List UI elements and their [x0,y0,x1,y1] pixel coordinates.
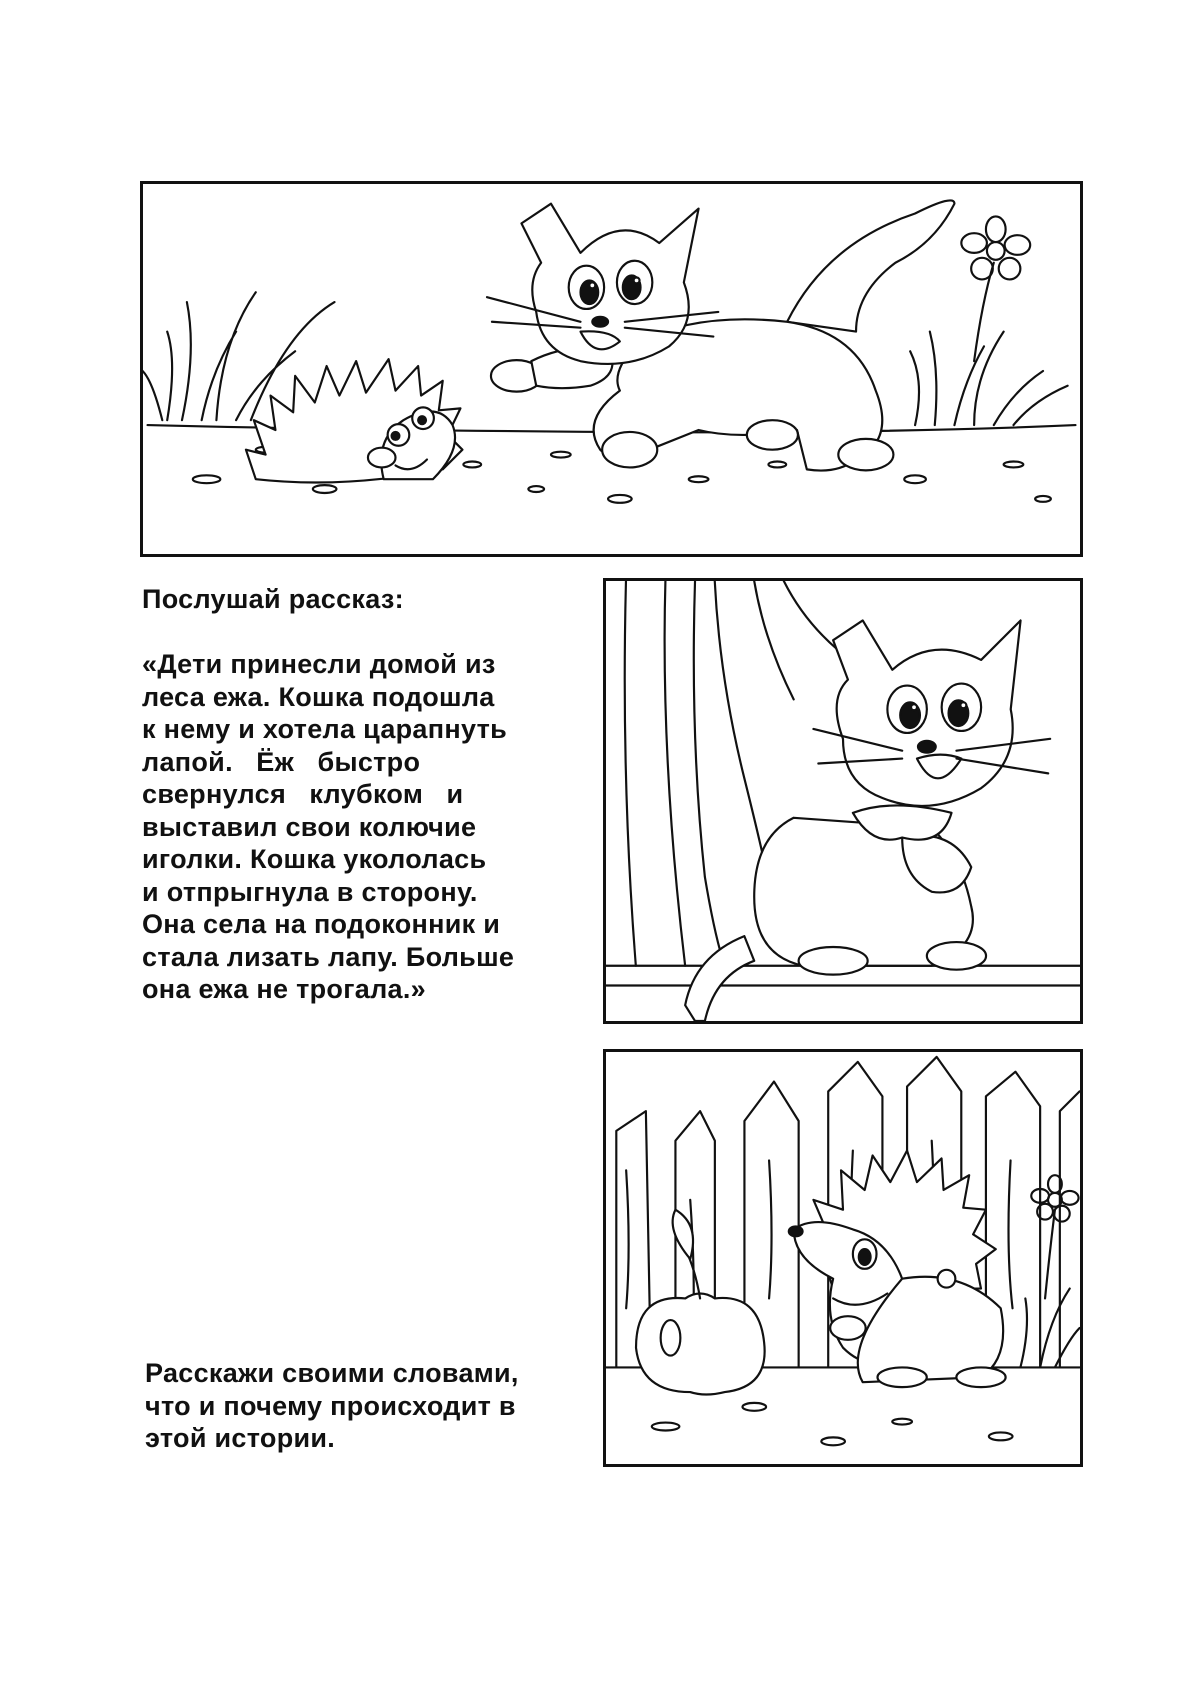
story-text [142,648,584,1006]
story-line: стала лизать лапу. Больше [142,941,515,972]
story-line: и отпрыгнула в сторону. [142,876,478,907]
story-heading: Послушай рассказ: [142,584,404,614]
kitten-windowsill-drawing [606,581,1080,1021]
story-line: свернулся клубком и [142,779,464,809]
illustration-kitten-on-windowsill [603,578,1083,1024]
retell-prompt [145,1357,595,1455]
prompt-line: этой истории. [145,1423,336,1453]
story-line: леса ежа. Кошка подошла [142,681,495,712]
story-line: лапой. Ёж быстро [142,746,421,777]
hedgehog-fence-drawing [606,1052,1080,1464]
illustration-kitten-and-hedgehog [140,181,1083,557]
prompt-line: Расскажи своими словами, [145,1358,519,1388]
prompt-line: что и почему происходит в [145,1390,516,1421]
story-line: она ежа не трогала.» [142,974,426,1004]
illustration-hedgehog-by-fence [603,1049,1083,1467]
story-line: выставил свои колючие [142,811,477,842]
kitten-hedgehog-drawing [143,184,1080,554]
story-line: иголки. Кошка укололась [142,844,487,874]
story-line: Она села на подоконник и [142,909,501,939]
story-line: «Дети принесли домой из [142,649,496,679]
story-line: к нему и хотела царапнуть [142,714,508,744]
